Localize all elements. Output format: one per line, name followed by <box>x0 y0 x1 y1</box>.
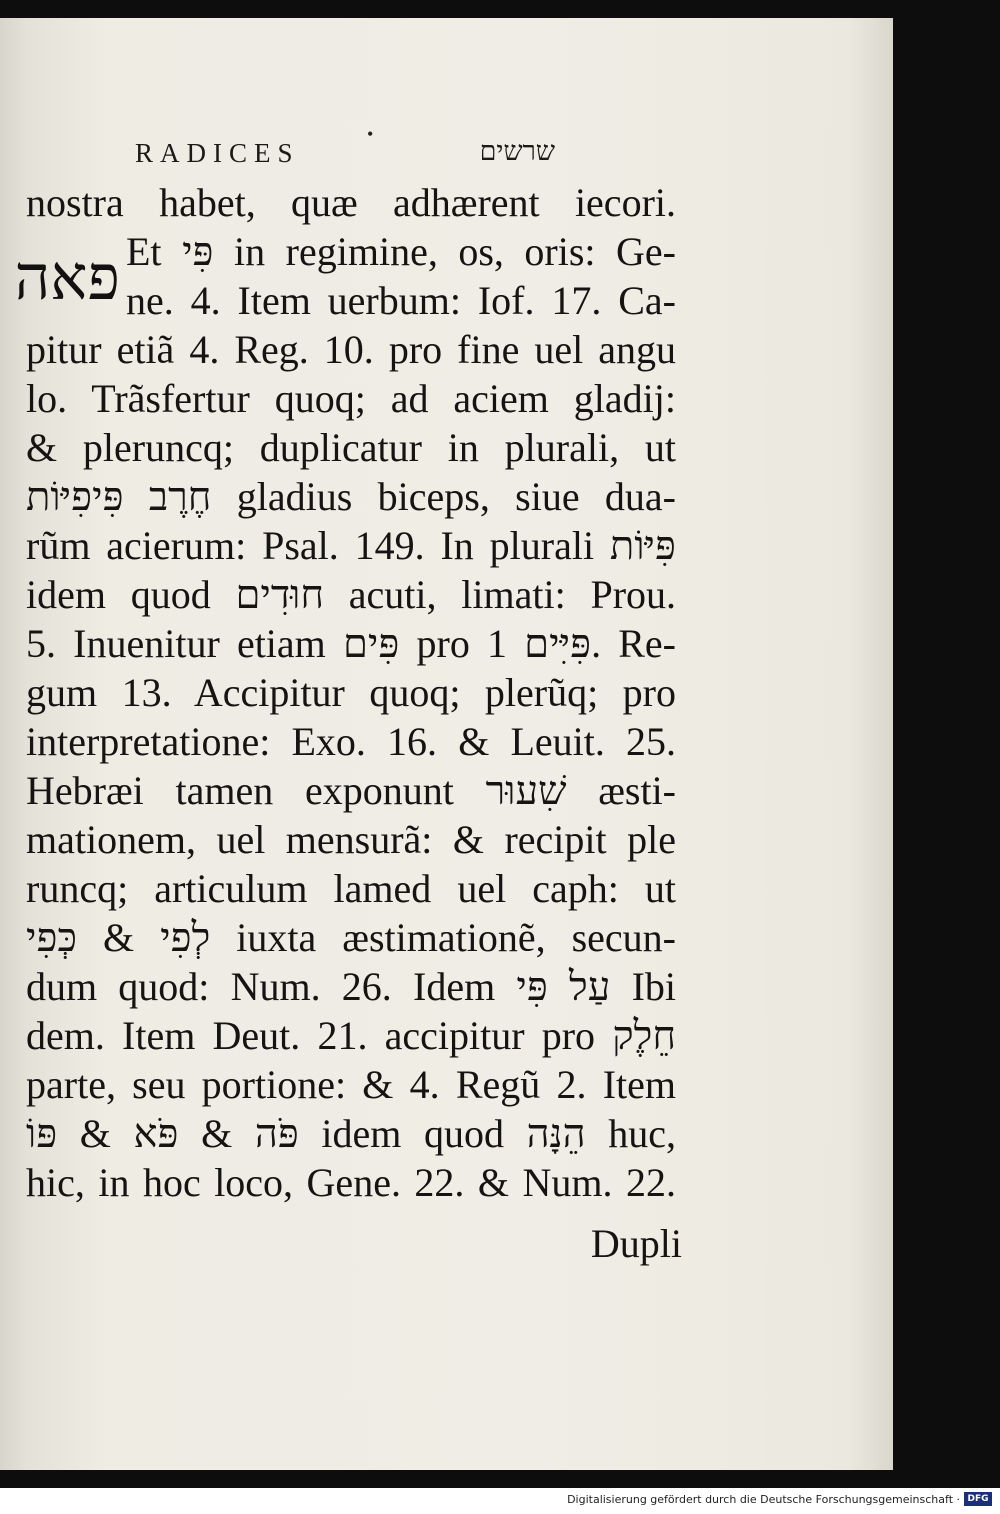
text-line: Hebræi tamen exponunt שִׁעוּר æsti- <box>26 768 676 813</box>
ornament-dot: • <box>367 124 374 144</box>
text-line: לְפִי & כְּפִי iuxta æstimationẽ, secun- <box>26 915 676 960</box>
text-line: & pleruncq; duplicatur in plurali, ut <box>26 425 676 470</box>
text-line: mationem, uel mensurã: & recipit ple <box>26 817 676 862</box>
running-head <box>135 124 555 178</box>
text-line: חֶרֶב פִּיפִיּוֹת gladius biceps, siue dua- <box>26 474 676 519</box>
text-line: nostra habet, quæ adhærent iecori. <box>26 180 676 225</box>
text-line: gum 13. Accipitur quoq; plerũq; pro <box>26 670 676 715</box>
text-line: פֹּה & פֹּא & פּוֹ idem quod הֵנָּה huc, <box>26 1111 676 1156</box>
catchword: Dupli <box>590 1221 682 1266</box>
text-line: Et פִּי in regimine, os, oris: Ge- <box>126 229 677 274</box>
text-line: parte, seu portione: & 4. Regũ 2. Item <box>26 1062 676 1107</box>
text-line: runcq; articulum lamed uel caph: ut <box>26 866 676 911</box>
hebrew-drop-cap: פאה <box>14 245 120 313</box>
text-line: pitur etiã 4. Reg. 10. pro fine uel angu <box>26 327 676 372</box>
text-line: rũm acierum: Psal. 149. In plurali פִּיּוֹת <box>26 523 676 568</box>
funding-credit: Digitalisierung gefördert durch die Deutsche Forschungsgemeinschaft · <box>567 1493 960 1506</box>
running-title-hebrew: שרשים <box>479 136 555 166</box>
text-line: 5. Inuenitur etiam פִּים pro פִּיִּים 1. Re- <box>26 621 676 666</box>
text-line: hic, in hoc loco, Gene. 22. & Num. 22. <box>26 1160 676 1205</box>
book-page <box>0 18 893 1470</box>
digitization-footer <box>0 1488 1000 1514</box>
text-line: dum quod: Num. 26. Idem עַל פִּי Ibi <box>26 964 677 1009</box>
text-line: ne. 4. Item uerbum: Iof. 17. Ca- <box>126 278 676 323</box>
text-line: dem. Item Deut. 21. accipitur pro חֵלֶק <box>26 1013 676 1058</box>
text-line: idem quod חוּדִים acuti, limati: Prou. <box>26 572 677 617</box>
text-line: lo. Trãsfertur quoq; ad aciem gladij: <box>26 376 676 421</box>
running-title-latin: RADICES <box>135 138 300 168</box>
dfg-logo: DFG <box>964 1492 992 1506</box>
text-line: interpretatione: Exo. 16. & Leuit. 25. <box>26 719 676 764</box>
